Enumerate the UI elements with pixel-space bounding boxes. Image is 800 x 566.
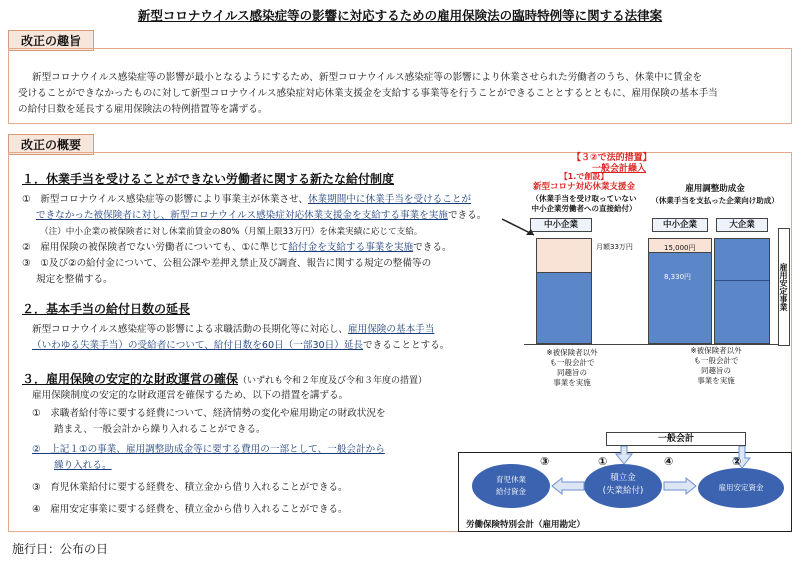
shienkin-note2: 中小企業労働者への直接給付）	[531, 204, 637, 213]
s3-heading-note: （いずれも令和２年度及び令和３年度の措置）	[238, 376, 428, 386]
s2-l1-pre: 新型コロナウイルス感染症等の影響による求職活動の長期化等に対応し、	[32, 324, 349, 335]
v15000-label: 15,000円	[664, 244, 696, 252]
chosei-note: （休業手当を支払った企業向け助成）	[651, 196, 779, 205]
ikuji-line: 給付資金	[496, 487, 526, 496]
arrow-ippan-to-tsumitate	[612, 446, 636, 466]
note-left	[540, 348, 604, 388]
bar-daikigyo-top	[715, 239, 769, 281]
num-2: ②	[732, 455, 742, 468]
arrow-tsumitate-to-koyo	[662, 476, 698, 496]
s2-heading: ２．基本手当の給付日数の延長	[22, 302, 191, 316]
shushi-line: 新型コロナウイルス感染症等の影響が最小となるようにするため、新型コロナウイルス感染症等の影響により休業させられた労働者のうち、休業中に賃金を	[32, 72, 703, 83]
s1-l1b-post: できる。	[447, 210, 487, 221]
sosetsu-label: 【1.で創設】	[559, 172, 609, 181]
s3-heading: ３．雇用保険の安定的な財政運営の確保	[22, 372, 239, 386]
num-4: ④	[664, 455, 674, 468]
s3-l1a: ① 求職者給付等に要する経費について、経済情勢の変化や雇用勘定の財政状況を	[32, 408, 386, 419]
s1-l2-post: できる。	[413, 242, 452, 253]
getsugaku-label: 月額33万円	[596, 243, 633, 251]
note-right-line: ※被保険者以外	[690, 346, 742, 355]
shienkin-label: 新型コロナ対応休業支援金	[532, 182, 635, 192]
shushi-text	[18, 70, 788, 118]
ippan-kaikei-box: 一般会計	[606, 432, 746, 446]
s1-l1a-pre: ① 新型コロナウイルス感染症等の影響により事業主が休業させ、	[22, 194, 308, 205]
bar-daikigyo-bottom	[715, 281, 769, 343]
note-left-line: 同趣旨の	[557, 368, 587, 377]
note-left-line: も一般会計で	[549, 358, 595, 367]
note-right-line: も一般会計で	[693, 356, 739, 365]
ikuji-line: 育児休業	[496, 475, 526, 484]
koyo-antei-label: 雇用安定事業	[778, 228, 790, 346]
s3-l4: ④ 雇用安定事業に要する経費を、積立金から借り入れることができる。	[32, 504, 348, 515]
s2-l1-u: 雇用保険の基本手当	[348, 324, 435, 335]
shushi-line: 受けることができなかったものに対して新型コロナウイルス感染症対応休業支援金を支給する事業等を行うことができることとするとともに、雇用保険の基本手当	[18, 88, 718, 99]
shushi-line: の給付日数を延長する雇用保険法の特例措置等を講ずる。	[18, 104, 268, 115]
s3-l2b: 繰り入れる。	[54, 460, 112, 471]
s1-l2-pre: ② 雇用保険の被保険者でない労働者についても、①に準じて	[22, 242, 289, 253]
chusho-tab-right: 中小企業	[652, 218, 708, 232]
chusho-tab-left: 中小企業	[530, 218, 592, 232]
baseline	[524, 344, 778, 345]
note-right	[680, 346, 752, 386]
v8330-label: 8,330円	[664, 273, 692, 281]
s1-l1c: （注）中小企業の被保険者に対し休業前賃金の80%（月額上限33万円）を休業実績に応じて支給。	[40, 227, 423, 237]
note-left-line: 事業を実施	[553, 378, 591, 387]
ikuji-shikin	[472, 464, 550, 508]
hoteki-label: 【３②で法的措置】	[572, 153, 652, 163]
arrow-s1-to-diagram	[500, 205, 540, 255]
page-title: 新型コロナウイルス感染症等の影響に対応するための雇用保険法の臨時特例等に関する法律案	[137, 8, 663, 23]
bar-left	[536, 238, 592, 344]
note-right-line: 同趣旨の	[701, 366, 731, 375]
bar-chusho	[648, 238, 712, 344]
section-label-gaiyo: 改正の概要	[8, 134, 94, 155]
s3-l3: ③ 育児休業給付に要する経費を、積立金から借り入れることができる。	[32, 482, 348, 493]
s1-l3b: 規定を整備する。	[36, 274, 113, 285]
sekou-bi: 施行日：公布の日	[12, 542, 109, 556]
bar-left-top	[537, 239, 591, 273]
koyo-antei-shikin: 雇用安定資金	[698, 468, 784, 508]
section-label-shushi: 改正の趣旨	[8, 30, 94, 51]
s2-l2-u: （いわゆる失業手当）の受給者について、給付日数を60日（一部30日）延長	[32, 340, 364, 351]
s3-l2a: ② 上記１①の事業、雇用調整助成金等に要する費用の一部として、一般会計から	[32, 444, 385, 455]
ippan-kurire-label: 一般会計繰入	[592, 164, 647, 174]
bar-daikigyo	[714, 238, 770, 344]
s3-body	[32, 388, 502, 518]
s1-l1a-u: 休業期間中に休業手当を受けることが	[307, 194, 472, 205]
arrow-tsumitate-to-ikuji	[550, 476, 586, 496]
daikigyo-tab: 大企業	[716, 218, 768, 232]
s3-heading-row	[22, 368, 427, 387]
s1-heading: １．休業手当を受けることができない労働者に関する新たな給付制度	[22, 172, 395, 186]
tsumitatekin	[584, 464, 662, 508]
chosei-label: 雇用調整助成金	[685, 184, 745, 194]
s1-l3a: ③ ①及び②の給付金について、公租公課や差押え禁止及び調査、報告に関する規定の整備等の	[22, 258, 432, 269]
num-3: ③	[540, 455, 550, 468]
s2-body	[32, 322, 512, 354]
tokubetsu-label: 労働保険特別会計（雇用勘定）	[466, 520, 586, 530]
num-1: ①	[598, 455, 608, 468]
bar-chusho-bottom	[649, 253, 711, 343]
bar-left-bottom	[537, 273, 591, 343]
s1-body	[22, 192, 512, 288]
s2-l2-post: できることとする。	[363, 340, 450, 351]
note-right-line: 事業を実施	[697, 376, 735, 385]
s3-intro: 雇用保険制度の安定的な財政運営を確保するため、以下の措置を講ずる。	[32, 390, 349, 401]
s1-l2-u: 給付金を支給する事業を実施	[288, 242, 414, 253]
s1-l1b-u: できなかった被保険者に対し、新型コロナウイルス感染症対応休業支援金を支給する事業を実施	[36, 210, 448, 221]
tsumitate-line: (失業給付)	[602, 486, 644, 496]
s3-l1b: 踏まえ、一般会計から繰り入れることができる。	[54, 424, 266, 435]
shienkin-note1: （休業手当を受け取っていない	[531, 194, 637, 203]
tsumitate-line: 積立金	[610, 473, 636, 483]
note-left-line: ※被保険者以外	[546, 348, 598, 357]
